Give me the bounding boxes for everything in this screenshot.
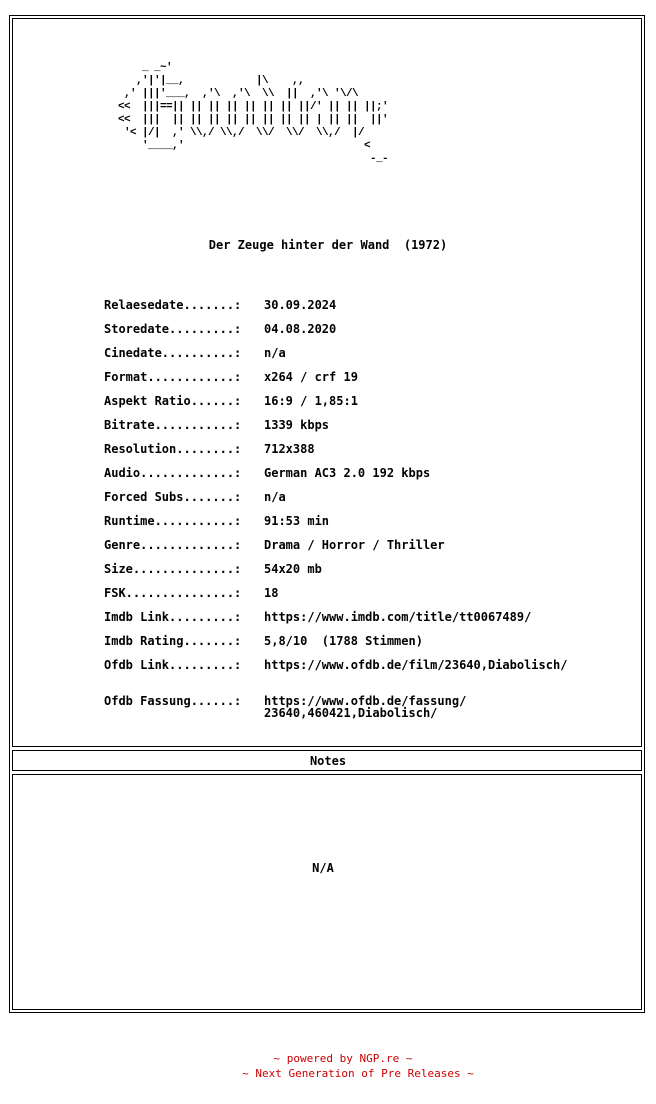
- notes-panel: [12, 774, 642, 1010]
- info-value: 91:53 min: [264, 514, 330, 528]
- info-key: Bitrate...........:: [104, 418, 242, 432]
- info-value: Drama / Horror / Thriller: [264, 538, 445, 552]
- info-value: n/a: [264, 490, 286, 504]
- info-row: [104, 392, 624, 416]
- notes-label: Notes: [309, 754, 347, 768]
- info-row: [104, 464, 624, 488]
- info-link[interactable]: https://www.imdb.com/title/tt0067489/: [264, 610, 532, 624]
- info-key: Runtime...........:: [104, 514, 242, 528]
- release-info-list: [104, 296, 624, 732]
- goodboy-ascii-logo: [112, 62, 532, 202]
- info-key: Ofdb Link.........:: [104, 658, 242, 672]
- info-row: [104, 560, 624, 584]
- info-link[interactable]: https://www.ofdb.de/fassung/ 23640,460421,Diabolisch/: [264, 694, 467, 720]
- info-key: Resolution........:: [104, 442, 242, 456]
- info-key: Cinedate..........:: [104, 346, 242, 360]
- info-key: Imdb Link.........:: [104, 610, 242, 624]
- movie-title: Der Zeuge hinter der Wand (1972): [208, 238, 448, 252]
- info-row: [104, 656, 624, 680]
- info-key: Size..............:: [104, 562, 242, 576]
- notes-body: N/A: [312, 861, 334, 875]
- info-row: [104, 320, 624, 344]
- info-row: [104, 440, 624, 464]
- info-row: [104, 608, 624, 632]
- logo-ascii-art: _ _~' ,'|'|__, |\ ,, ,' |||'___, ,'\ ,'\ \\ || ,'\ '\/\ << |||==|| || || || || || || ||/' || || ||;' << ||| || || || || || || || || | || || ||' '< |/| ,' \\,/ \\,/ \\/ \\/ \\,/ |/ '____,' < -_-: [118, 62, 389, 165]
- info-value: 16:9 / 1,85:1: [264, 394, 358, 408]
- info-key: Format............:: [104, 370, 242, 384]
- info-link[interactable]: https://www.ofdb.de/film/23640,Diabolisch/: [264, 658, 568, 672]
- info-row: [104, 692, 624, 732]
- info-row: [104, 536, 624, 560]
- info-value: 5,8/10 (1788 Stimmen): [264, 634, 423, 648]
- info-key: Storedate.........:: [104, 322, 242, 336]
- info-row: [104, 368, 624, 392]
- info-value: 04.08.2020: [264, 322, 337, 336]
- footer-powered-by: ~ powered by NGP.re ~: [273, 1052, 413, 1065]
- info-value: x264 / crf 19: [264, 370, 358, 384]
- info-row: [104, 584, 624, 608]
- footer-tagline: ~ Next Generation of Pre Releases ~: [242, 1067, 474, 1080]
- info-key: FSK...............:: [104, 586, 242, 600]
- info-key: Aspekt Ratio......:: [104, 394, 242, 408]
- info-row: [104, 296, 624, 320]
- info-value: 30.09.2024: [264, 298, 337, 312]
- info-key: Relaesedate.......:: [104, 298, 242, 312]
- info-row: [104, 632, 624, 656]
- info-value: 712x388: [264, 442, 315, 456]
- info-row: [104, 488, 624, 512]
- info-key: Audio.............:: [104, 466, 242, 480]
- info-key: Ofdb Fassung......:: [104, 694, 242, 708]
- info-value: 54x20 mb: [264, 562, 322, 576]
- info-row: [104, 512, 624, 536]
- info-value: German AC3 2.0 192 kbps: [264, 466, 431, 480]
- info-key: Imdb Rating.......:: [104, 634, 242, 648]
- info-key: Forced Subs.......:: [104, 490, 242, 504]
- info-value: n/a: [264, 346, 286, 360]
- info-value: 1339 kbps: [264, 418, 330, 432]
- info-key: Genre.............:: [104, 538, 242, 552]
- info-row: [104, 416, 624, 440]
- info-value: 18: [264, 586, 279, 600]
- info-row: [104, 344, 624, 368]
